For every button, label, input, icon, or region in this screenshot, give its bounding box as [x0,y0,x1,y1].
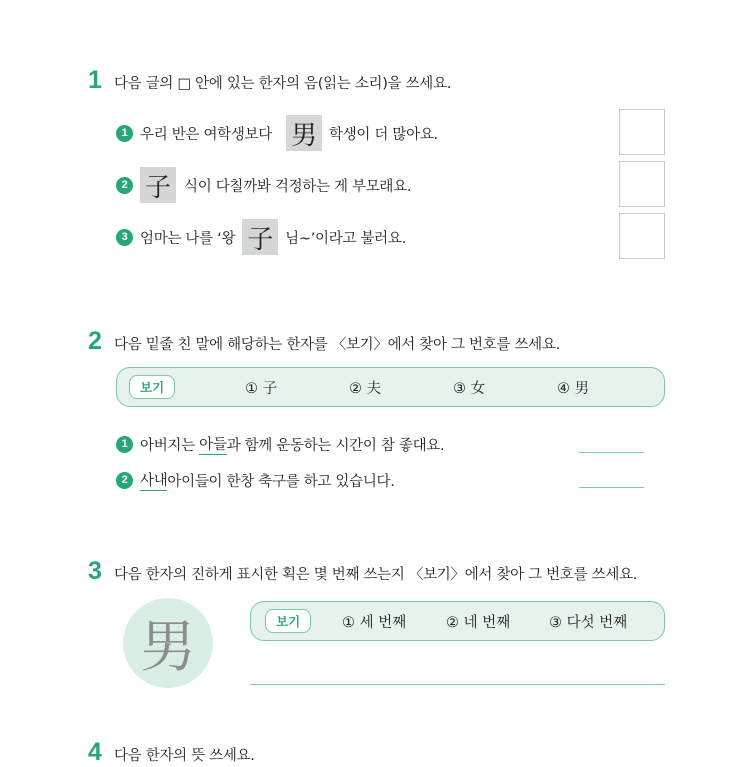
q1-item-2 [116,167,411,203]
question-2-number: 2 [88,327,102,355]
q1-item-3-after: 님~’이라고 불러요. [285,230,406,247]
q1-answer-box-1[interactable] [619,109,665,155]
q3-answer-line[interactable] [250,684,665,685]
item-number-badge: 2 [116,177,133,194]
question-3-text: 다음 한자의 진하게 표시한 획은 몇 번째 쓰는지 〈보기〉에서 찾아 그 번호를 쓰세요. [114,567,638,583]
question-1-number: 1 [88,66,102,94]
q2-option-1: ① 子 [245,380,278,397]
q1-item-1-hanja: 男 [286,115,322,151]
item-number-badge: 3 [116,229,133,246]
bogi-label: 보기 [129,375,175,399]
question-4-text: 다음 한자의 뜻 쓰세요. [114,748,255,764]
q2-option-2: ② 夫 [349,380,382,397]
item-number-badge: 1 [116,436,133,453]
q1-item-1 [116,115,438,151]
q2-item-2 [116,469,395,491]
q1-item-2-after: 식이 다칠까봐 걱정하는 게 부모래요. [184,178,412,195]
q2-item-1-post: 과 함께 운동하는 시간이 참 좋대요. [226,437,445,454]
q1-item-1-before: 우리 반은 여학생보다 [140,126,272,143]
q1-item-3 [116,219,406,255]
q2-option-3: ③ 女 [453,380,486,397]
q3-bogi-box [250,601,665,641]
q2-bogi-box [116,367,665,407]
q1-item-3-hanja: 子 [242,219,278,255]
question-1-text: 다음 글의 □ 안에 있는 한자의 음(읽는 소리)을 쓰세요. [114,76,452,92]
q1-item-2-hanja: 子 [140,167,176,203]
q2-answer-line-2[interactable] [579,487,644,488]
item-number-badge: 1 [116,125,133,142]
q2-item-2-post: 아이들이 한창 축구를 하고 있습니다. [167,473,395,490]
item-number-badge: 2 [116,472,133,489]
q2-item-1-pre: 아버지는 [140,437,200,454]
q2-item-2-underlined: 사내 [140,469,167,491]
q2-item-1-underlined: 아들 [199,433,226,455]
q1-item-3-before: 엄마는 나를 ‘왕 [140,230,236,247]
question-4-number: 4 [88,738,102,766]
bogi-label: 보기 [265,609,311,633]
question-2-text: 다음 밑줄 친 말에 해당하는 한자를 〈보기〉에서 찾아 그 번호를 쓰세요. [114,337,560,353]
q3-option-2: ② 네 번째 [446,614,511,631]
question-3-number: 3 [88,557,102,585]
q1-item-1-after: 학생이 더 많아요. [328,126,438,143]
q1-answer-box-2[interactable] [619,161,665,207]
q3-hanja-circle: 男 [123,598,213,688]
q1-answer-box-3[interactable] [619,213,665,259]
q2-item-1 [116,433,444,455]
q2-option-4: ④ 男 [557,380,590,397]
q2-answer-line-1[interactable] [579,452,644,453]
q3-option-1: ① 세 번째 [342,614,407,631]
q3-option-3: ③ 다섯 번째 [549,614,628,631]
